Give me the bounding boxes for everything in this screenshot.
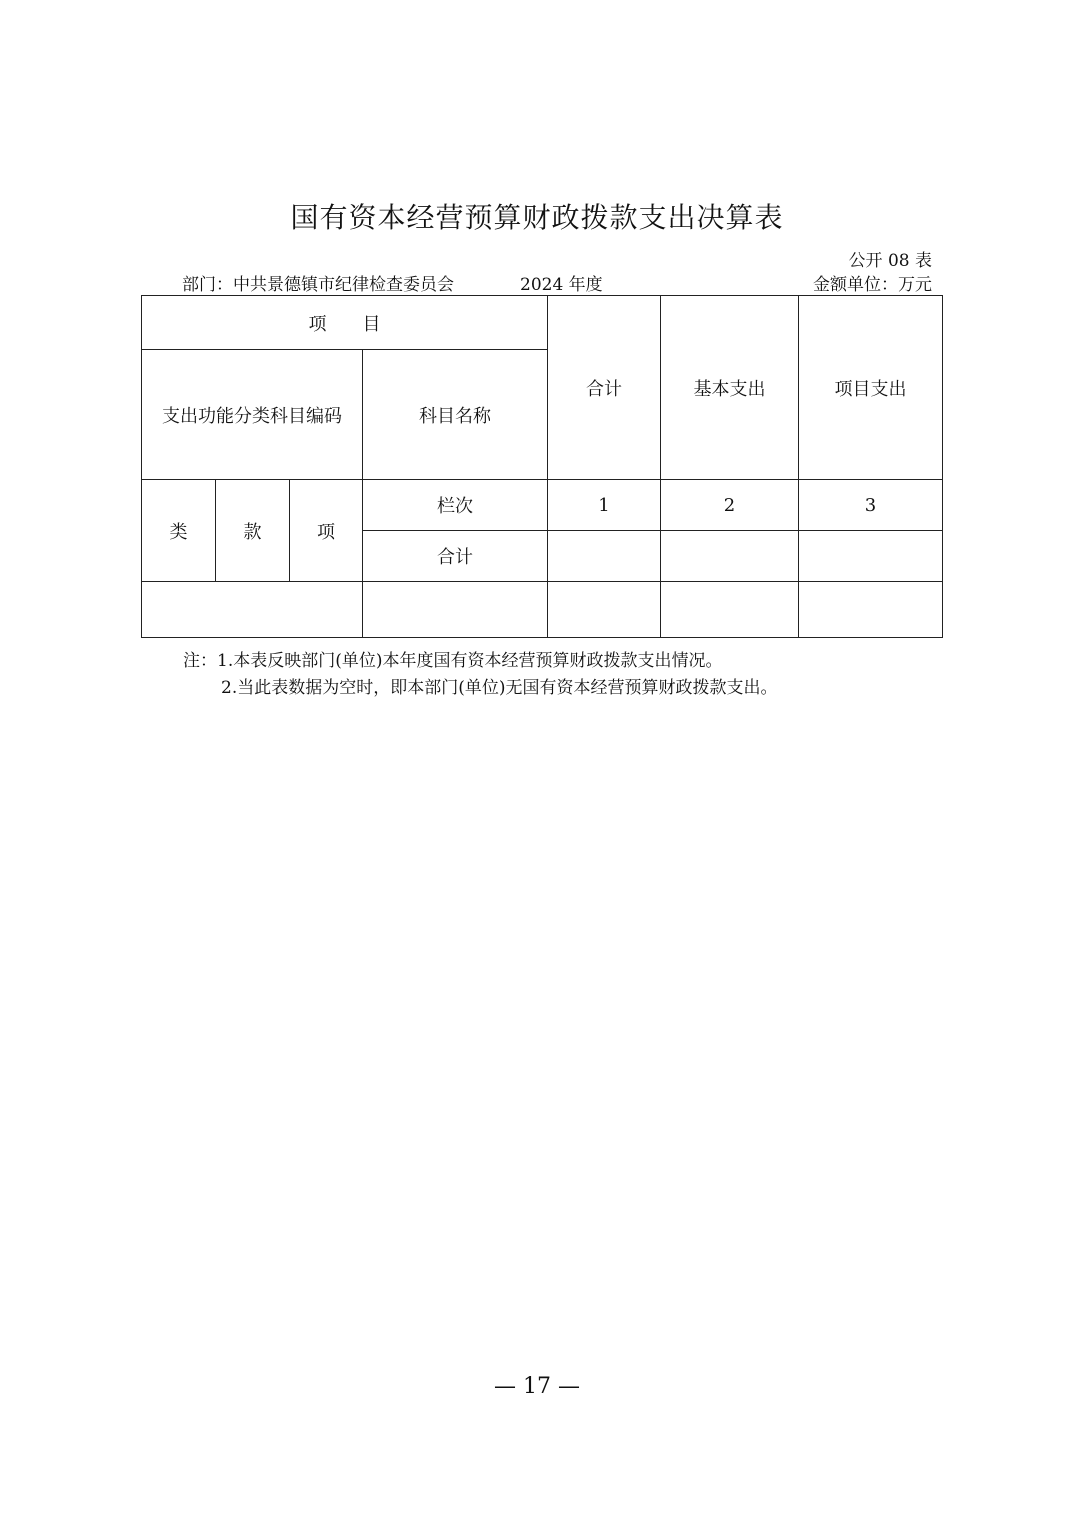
lanci-3-cell: 3: [799, 480, 943, 531]
total-value-cell: [548, 531, 661, 582]
empty-code-cell: [142, 582, 363, 638]
note-line-1: 注：1.本表反映部门(单位)本年度国有资本经营预算财政拨款支出情况。: [183, 651, 723, 671]
lanci-2-cell: 2: [661, 480, 799, 531]
meta-row: [142, 270, 932, 294]
header-basic-cell: 基本支出: [661, 296, 799, 480]
empty-row: [142, 582, 943, 638]
lanci-1-cell: 1: [548, 480, 661, 531]
header-code-cell: 支出功能分类科目编码: [142, 350, 363, 480]
form-code: 公开 08 表: [848, 251, 932, 271]
page-number: — 17 —: [494, 1374, 580, 1399]
year-label: 2024 年度: [520, 275, 603, 295]
col-lei-cell: 类: [142, 480, 216, 582]
col-kuan-cell: 款: [216, 480, 290, 582]
col-xiang-cell: 项: [290, 480, 363, 582]
notes: [183, 648, 777, 702]
unit-label: 金额单位：万元: [813, 275, 932, 295]
note-line-2: 2.当此表数据为空时，即本部门(单位)无国有资本经营预算财政拨款支出。: [221, 678, 778, 698]
header-project-cell: 项目支出: [799, 296, 943, 480]
lanci-label-cell: 栏次: [363, 480, 548, 531]
department-label: 部门：中共景德镇市纪律检查委员会: [182, 275, 454, 295]
total-project-cell: [799, 531, 943, 582]
total-basic-cell: [661, 531, 799, 582]
page-title: 国有资本经营预算财政拨款支出决算表: [290, 201, 784, 234]
expenditure-table: [141, 295, 943, 638]
empty-total-cell: [548, 582, 661, 638]
header-total-cell: 合计: [548, 296, 661, 480]
total-label-cell: 合计: [363, 531, 548, 582]
empty-name-cell: [363, 582, 548, 638]
header-item-cell: [142, 296, 548, 350]
empty-project-cell: [799, 582, 943, 638]
header-row-1: [142, 296, 943, 350]
empty-basic-cell: [661, 582, 799, 638]
header-item-text: 项 目: [308, 313, 381, 335]
lanci-row: [142, 480, 943, 531]
header-name-cell: 科目名称: [363, 350, 548, 480]
